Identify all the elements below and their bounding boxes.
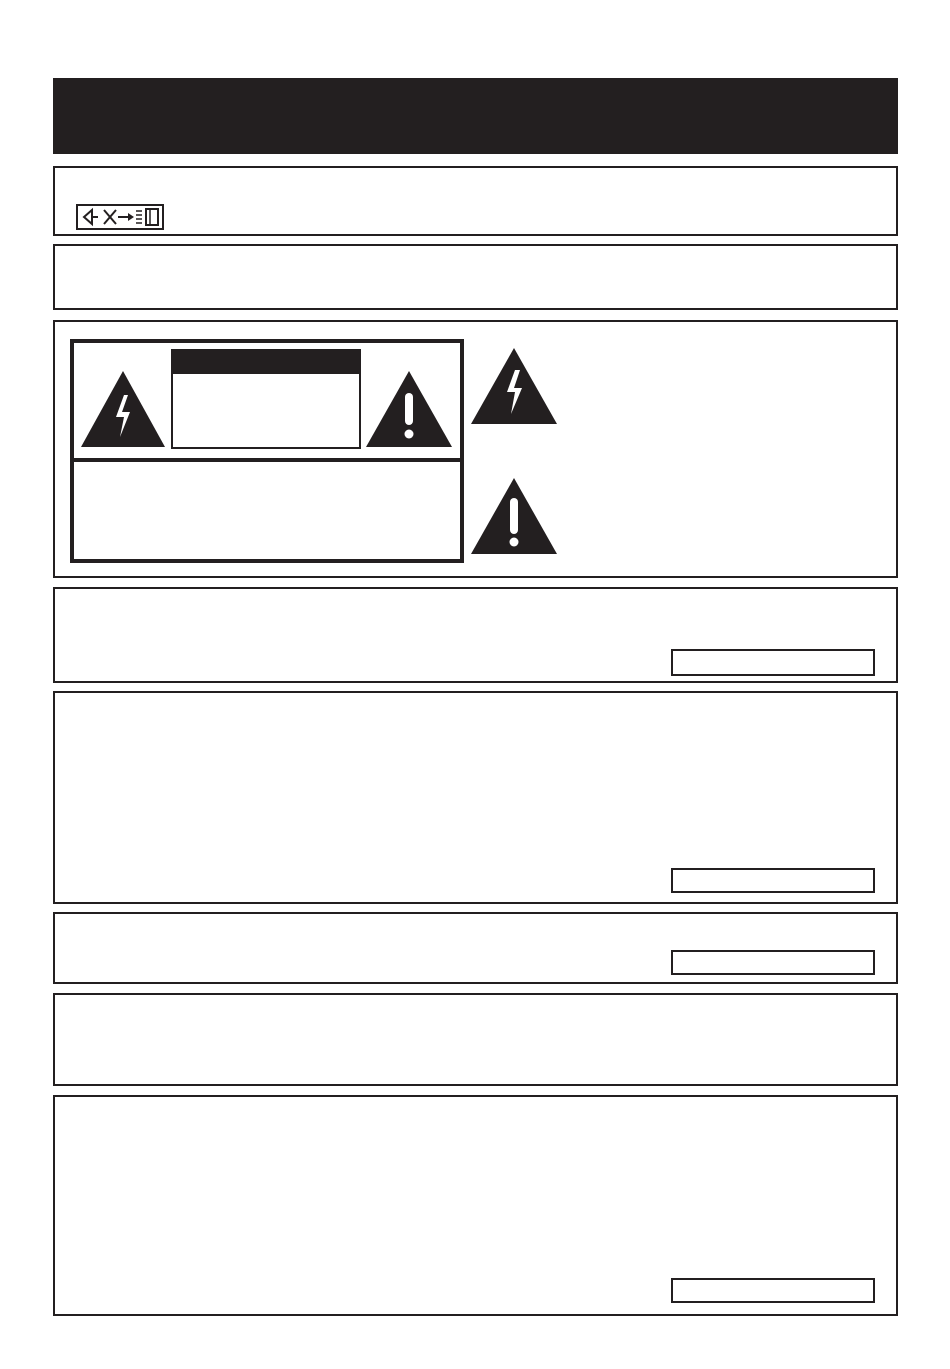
- code-box: [671, 1278, 875, 1303]
- caution-label: [70, 339, 464, 563]
- notice-box-plain: [53, 993, 898, 1086]
- caution-label-divider: [74, 458, 460, 462]
- caution-plate-header: [173, 351, 359, 374]
- exclamation-warning-icon: [363, 367, 455, 449]
- lightning-warning-icon: [469, 346, 559, 426]
- code-box: [671, 950, 875, 975]
- caution-label-section: [53, 320, 898, 578]
- caution-plate: [171, 349, 361, 449]
- laser-class-symbol-icon: [76, 204, 166, 232]
- notice-box-with-code: [53, 587, 898, 683]
- notice-box-final: [53, 1095, 898, 1316]
- header-bar: [53, 78, 898, 154]
- notice-box-large: [53, 691, 898, 904]
- laser-notice-box: [53, 166, 898, 236]
- notice-box-small: [53, 912, 898, 984]
- code-box: [671, 868, 875, 893]
- exclamation-warning-icon: [469, 476, 559, 556]
- notice-box: [53, 244, 898, 310]
- code-box: [671, 649, 875, 676]
- lightning-warning-icon: [78, 367, 168, 449]
